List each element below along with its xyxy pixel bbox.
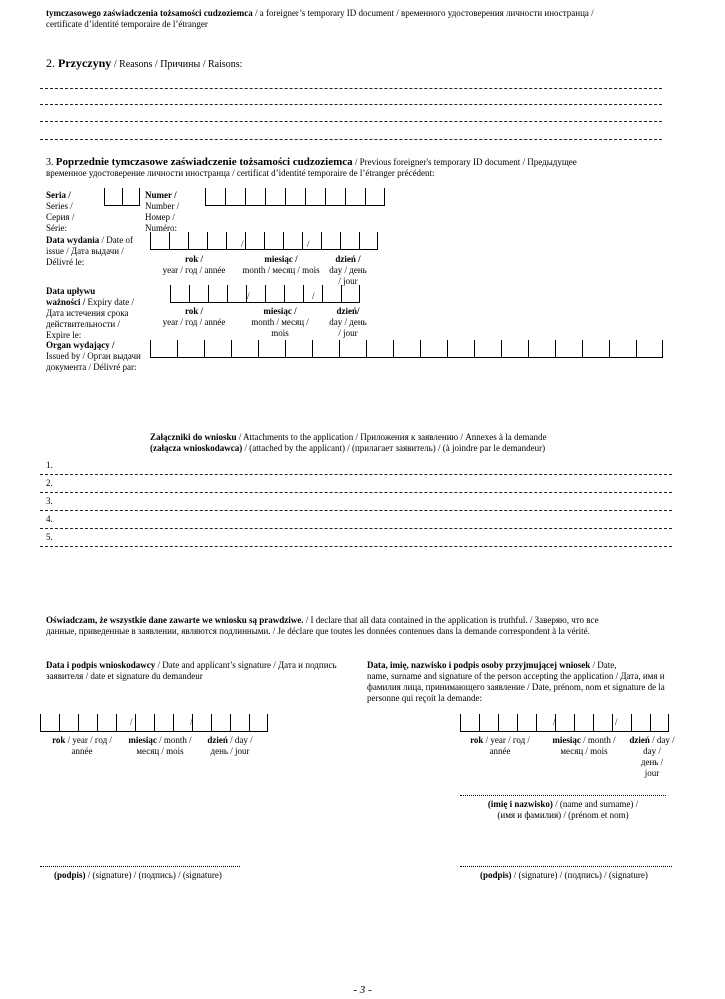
attachments-heading: Załączniki do wniosku / Attachments to the application / Приложения к заявлению / Annexes à la demande (załącza wnioskodawca) / (attached by the applicant) / (прилагает заявитель) / (à joindre par le demandeur) xyxy=(150,432,547,453)
header-line2: certificate d’identité temporaire de l’étranger xyxy=(46,19,208,29)
section3-title-rest: / Previous foreigner's temporary ID document / Предыдущее xyxy=(352,157,577,167)
miesiac-label: miesiąc / month / месяц / mois xyxy=(251,306,309,338)
rok-label: rok / year / год / année xyxy=(162,254,226,275)
date-box[interactable] xyxy=(207,232,226,250)
numer-box[interactable] xyxy=(245,188,265,206)
miesiac-label: miesiąc / month / месяц / mois xyxy=(242,254,320,275)
date-box[interactable] xyxy=(227,285,246,303)
date-slash: / xyxy=(312,291,315,301)
authority-box[interactable] xyxy=(582,340,609,358)
date-box[interactable] xyxy=(59,714,78,732)
reasons-line-2[interactable] xyxy=(40,104,662,105)
reasons-line-4[interactable] xyxy=(40,139,662,140)
date-box[interactable] xyxy=(40,714,59,732)
authority-box[interactable] xyxy=(204,340,231,358)
receiver-name-caption: (imię i nazwisko) / (name and surname) / (имя и фамилия) / (prénom et nom) xyxy=(487,799,639,820)
authority-box[interactable] xyxy=(285,340,312,358)
authority-box[interactable] xyxy=(339,340,366,358)
authority-box[interactable] xyxy=(420,340,447,358)
date-box[interactable] xyxy=(302,232,321,250)
numer-box[interactable] xyxy=(325,188,345,206)
date-box[interactable] xyxy=(230,714,249,732)
attachment-line-3[interactable] xyxy=(40,510,672,511)
date-box[interactable] xyxy=(150,232,169,250)
date-box[interactable] xyxy=(265,285,284,303)
authority-box[interactable] xyxy=(231,340,258,358)
date-box[interactable] xyxy=(460,714,479,732)
dzien-label: dzień/ day / день / jour xyxy=(329,306,367,338)
authority-box[interactable] xyxy=(393,340,420,358)
date-box[interactable] xyxy=(650,714,669,732)
section2-title-rest: / Reasons / Причины / Raisons: xyxy=(111,59,243,70)
date-box[interactable] xyxy=(154,714,173,732)
applicant-signature-line[interactable] xyxy=(40,866,240,867)
receiver-signature-line[interactable] xyxy=(460,866,672,867)
applicant-miesiac-label: miesiąc / month / месяц / mois xyxy=(128,735,192,756)
date-slash: / xyxy=(247,291,250,301)
issuing-authority-label: Organ wydający / Issued by / Орган выдачи документа / Délivré par: xyxy=(46,340,141,372)
receiver-name-line[interactable] xyxy=(460,795,666,796)
numer-box[interactable] xyxy=(265,188,285,206)
attachment-item-2: 2. xyxy=(46,478,53,488)
date-box[interactable] xyxy=(208,285,227,303)
date-box[interactable] xyxy=(249,714,268,732)
date-box[interactable] xyxy=(322,285,341,303)
header-rest: / a foreigner’s temporary ID document / временного удостоверения личности иностранца / xyxy=(252,8,594,18)
date-box[interactable] xyxy=(340,232,359,250)
date-box[interactable] xyxy=(97,714,116,732)
section3-number: 3. xyxy=(46,157,54,168)
section2-number: 2. xyxy=(46,56,55,70)
attachment-item-1: 1. xyxy=(46,460,53,470)
authority-box[interactable] xyxy=(474,340,501,358)
expiry-date-boxes[interactable] xyxy=(170,285,360,303)
seria-label: Seria / Series / Серия / Série: xyxy=(46,190,75,233)
date-box[interactable] xyxy=(264,232,283,250)
date-slash: / xyxy=(307,239,310,249)
header-bold: tymczasowego zaświadczenia tożsamości cudzoziemca xyxy=(46,8,253,18)
date-box[interactable] xyxy=(188,232,207,250)
date-box[interactable] xyxy=(189,285,208,303)
applicant-dzien-label: dzień / day / день / jour xyxy=(207,735,253,756)
declaration: Oświadczam, że wszystkie dane zawarte we wniosku są prawdziwe. / I declare that all data contained in the application is truthful. / Заверяю, что все данные, приведенные в заявлении, являются подлинными. / Je déclare que toutes les données contenues dans la demande correspondent à la vérité. xyxy=(46,615,599,636)
rok-label: rok / year / год / année xyxy=(162,306,226,327)
dzien-label: dzień / day / день / jour xyxy=(329,254,367,286)
date-box[interactable] xyxy=(321,232,340,250)
numer-box[interactable] xyxy=(365,188,385,206)
attachment-line-1[interactable] xyxy=(40,474,672,475)
date-box[interactable] xyxy=(631,714,650,732)
numer-box[interactable] xyxy=(305,188,325,206)
section3-line2: временное удостоверение личности иностранца / certificat d’identité temporaire de l’étranger précédent: xyxy=(46,168,435,178)
issuing-authority-boxes[interactable] xyxy=(150,340,663,358)
authority-box[interactable] xyxy=(447,340,474,358)
reasons-line-1[interactable] xyxy=(40,88,662,89)
numer-box[interactable] xyxy=(345,188,365,206)
numer-box[interactable] xyxy=(225,188,245,206)
date-box[interactable] xyxy=(479,714,498,732)
numer-box[interactable] xyxy=(285,188,305,206)
receiver-rok-label: rok / year / год / année xyxy=(470,735,530,756)
applicant-date-boxes[interactable] xyxy=(40,714,268,732)
date-slash: / xyxy=(241,239,244,249)
reasons-line-3[interactable] xyxy=(40,121,662,122)
numer-box[interactable] xyxy=(205,188,225,206)
applicant-rok-label: rok / year / год / année xyxy=(52,735,112,756)
date-box[interactable] xyxy=(555,714,574,732)
receiver-heading: Data, imię, nazwisko i podpis osoby przyjmującej wniosek / Date, name, surname and signature of the person accepting the application / Дата, имя и фамилия лица, принимающего заявление / Date, prénom, nom et signature de la personne qui reçoit la demande: xyxy=(367,660,665,703)
authority-box[interactable] xyxy=(258,340,285,358)
seria-box[interactable] xyxy=(122,188,140,206)
date-box[interactable] xyxy=(498,714,517,732)
seria-box[interactable] xyxy=(104,188,122,206)
date-box[interactable] xyxy=(574,714,593,732)
authority-box[interactable] xyxy=(528,340,555,358)
attachment-line-5[interactable] xyxy=(40,546,672,547)
issue-date-label: Data wydania / Date of issue / Дата выдачи / Délivré le: xyxy=(46,235,134,267)
date-box[interactable] xyxy=(211,714,230,732)
authority-box[interactable] xyxy=(150,340,177,358)
header-continuation xyxy=(46,8,686,30)
date-box[interactable] xyxy=(78,714,97,732)
date-box[interactable] xyxy=(170,285,189,303)
applicant-signature-caption: (podpis) / (signature) / (подпись) / (signature) xyxy=(54,870,222,880)
section3-title: Poprzednie tymczasowe zaświadczenie tożsamości cudzoziemca xyxy=(55,156,353,168)
issue-year-boxes[interactable] xyxy=(150,232,378,250)
attachment-item-4: 4. xyxy=(46,514,53,524)
date-box[interactable] xyxy=(593,714,612,732)
attachment-item-5: 5. xyxy=(46,532,53,542)
authority-box[interactable] xyxy=(609,340,636,358)
date-box[interactable] xyxy=(283,232,302,250)
numer-boxes[interactable] xyxy=(205,188,385,206)
date-slash: / xyxy=(130,717,133,727)
receiver-miesiac-label: miesiąc / month / месяц / mois xyxy=(552,735,616,756)
receiver-dzien-label: dzień / day / day / день / jour xyxy=(629,735,675,778)
date-slash: / xyxy=(615,717,618,727)
applicant-date-signature-heading: Data i podpis wnioskodawcy / Date and applicant’s signature / Дата и подпись заявителя / date et signature du demandeur xyxy=(46,660,337,681)
date-box[interactable] xyxy=(284,285,303,303)
date-box[interactable] xyxy=(245,232,264,250)
authority-box[interactable] xyxy=(312,340,339,358)
authority-box[interactable] xyxy=(636,340,663,358)
seria-boxes[interactable] xyxy=(104,188,140,206)
authority-box[interactable] xyxy=(366,340,393,358)
authority-box[interactable] xyxy=(501,340,528,358)
date-box[interactable] xyxy=(517,714,536,732)
attachment-line-4[interactable] xyxy=(40,528,672,529)
section2-heading xyxy=(46,56,242,71)
date-box[interactable] xyxy=(192,714,211,732)
date-box[interactable] xyxy=(341,285,360,303)
receiver-signature-caption: (podpis) / (signature) / (подпись) / (signature) xyxy=(480,870,648,880)
receiver-date-boxes[interactable] xyxy=(460,714,669,732)
attachment-item-3: 3. xyxy=(46,496,53,506)
section3-heading xyxy=(46,157,686,179)
date-box[interactable] xyxy=(135,714,154,732)
authority-box[interactable] xyxy=(177,340,204,358)
section2-title: Przyczyny xyxy=(58,56,112,70)
numer-label: Numer / Number / Номер / Numéro: xyxy=(145,190,180,233)
page-number: - 3 - xyxy=(353,984,372,996)
date-box[interactable] xyxy=(169,232,188,250)
attachment-line-2[interactable] xyxy=(40,492,672,493)
expiry-date-label: Data upływu ważności / Expiry date / Дата истечения срока действительности / Expire le: xyxy=(46,286,134,340)
date-box[interactable] xyxy=(359,232,378,250)
authority-box[interactable] xyxy=(555,340,582,358)
date-slash: / xyxy=(553,717,556,727)
date-slash: / xyxy=(190,717,193,727)
